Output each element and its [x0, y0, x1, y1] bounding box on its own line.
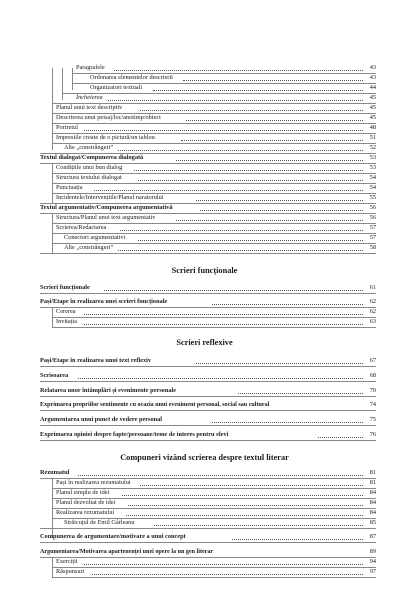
toc-entry-label: Punctuația [56, 184, 83, 191]
toc-entry[interactable] [0, 386, 409, 396]
toc-leader-dots [104, 290, 363, 291]
toc-leader-dots [154, 525, 363, 526]
toc-entry-page: 61 [369, 284, 376, 291]
toc-leader-dots [134, 170, 363, 171]
toc-entry-page: 43 [369, 64, 376, 71]
toc-entry-label: Relatarea unor întâmplări și evenimente personale [40, 387, 177, 394]
toc-entry-label: Textul dialogat/Compunerea dialogată [40, 154, 144, 161]
toc-entry[interactable] [0, 213, 409, 223]
toc-entry[interactable] [0, 307, 409, 317]
toc-leader-dots [84, 130, 363, 131]
section-heading: Scrieri funcționale [171, 266, 238, 275]
toc-entry[interactable] [0, 133, 409, 143]
toc-entry[interactable] [0, 283, 409, 293]
toc-entry-page: 84 [369, 499, 376, 506]
toc-entry[interactable] [0, 193, 409, 203]
toc-entry-label: Scrierea/Redactarea [56, 224, 107, 231]
toc-entry-label: Planul unui text descriptiv [56, 104, 123, 111]
toc-entry[interactable] [0, 93, 409, 103]
toc-leader-dots [181, 140, 363, 141]
toc-entry-page: 56 [369, 204, 376, 211]
toc-entry[interactable] [0, 203, 409, 213]
section-heading: Compuneri vizând scrierea despre textul literar [120, 453, 289, 462]
toc-entry[interactable] [0, 83, 409, 93]
toc-entry-page: 63 [369, 318, 376, 325]
toc-leader-dots [232, 539, 363, 540]
toc-entry-label: Incidentele/Intervențiile/Planul naratorului [56, 194, 164, 201]
toc-entry-label-italic: Străicuțul [64, 519, 89, 526]
toc-entry-page: 81 [369, 469, 376, 476]
toc-entry-page: 58 [369, 244, 376, 251]
toc-entry-label: Pași în realizarea rezumatului [56, 479, 131, 486]
toc-entry-page: 54 [369, 184, 376, 191]
toc-underline [52, 577, 376, 578]
toc-leader-dots [120, 230, 363, 231]
toc-entry[interactable] [0, 233, 409, 243]
toc-leader-dots [183, 80, 363, 81]
toc-entry-page: 48 [369, 124, 376, 131]
toc-entry-label: Exerciții [56, 558, 78, 565]
toc-entry[interactable] [0, 317, 409, 327]
toc-entry[interactable] [0, 223, 409, 233]
toc-leader-dots [186, 120, 363, 121]
toc-entry[interactable] [0, 123, 409, 133]
toc-underline [52, 327, 376, 328]
toc-entry-label: Alte „constrângeri” [64, 144, 114, 151]
toc-entry[interactable] [0, 371, 409, 381]
toc-entry-page: 45 [369, 94, 376, 101]
toc-entry-page: 54 [369, 174, 376, 181]
toc-entry[interactable] [0, 518, 409, 528]
toc-entry-page: 57 [369, 224, 376, 231]
toc-underline [40, 542, 376, 543]
toc-leader-dots [84, 564, 363, 565]
toc-entry-page: 89 [369, 548, 376, 555]
toc-entry-page: 75 [369, 416, 376, 423]
toc-underline [40, 425, 376, 426]
toc-entry-page: 81 [369, 479, 376, 486]
toc-entry-label: Exprimarea propriilor sentimente cu ocazia unui eveniment personal, social sau cultural [40, 402, 270, 408]
toc-entry[interactable] [0, 557, 409, 567]
toc-entry[interactable] [0, 547, 409, 557]
toc-leader-dots [108, 100, 363, 101]
toc-entry-label: Organizatori textuali [90, 84, 143, 91]
toc-entry-label: Cererea [56, 308, 76, 315]
toc-leader-dots [318, 437, 363, 438]
toc-leader-dots [138, 240, 363, 241]
toc-underline [40, 293, 376, 294]
toc-entry-label: Încheierea [76, 94, 103, 101]
toc-leader-dots [196, 363, 363, 364]
toc-entry-label: Invitația [56, 318, 77, 325]
toc-underline [40, 410, 376, 411]
toc-entry-label: Structura/Planul unui text argumentativ [56, 214, 156, 221]
toc-entry[interactable] [0, 297, 409, 307]
toc-leader-dots [212, 422, 363, 423]
toc-entry-label: Rezumatul [40, 469, 70, 476]
toc-leader-dots [196, 200, 363, 201]
toc-leader-dots [114, 70, 363, 71]
toc-entry-page: 97 [369, 568, 376, 575]
toc-leader-dots [78, 378, 363, 379]
toc-entry-label: Portretul [56, 124, 79, 131]
toc-leader-dots [92, 574, 363, 575]
toc-underline [40, 381, 376, 382]
toc-leader-dots [126, 515, 363, 516]
toc-entry-label: Condițiile unui bun dialog [56, 164, 123, 171]
toc-entry-label: Descrierea unui peisaj/loc/anotimp/obiect [56, 114, 161, 121]
toc-leader-dots [238, 393, 363, 394]
toc-entry-label: Scrieri funcționale [40, 284, 90, 291]
toc-entry-label: Paragrafele [76, 64, 105, 71]
toc-entry[interactable] [0, 153, 409, 163]
toc-entry[interactable] [0, 63, 409, 73]
toc-entry[interactable] [0, 183, 409, 193]
toc-underline [40, 396, 376, 397]
toc-entry-page: 44 [369, 84, 376, 91]
toc-entry[interactable] [0, 478, 409, 488]
toc-entry-label: Conectori argumentativi [64, 234, 126, 241]
toc-leader-dots [118, 250, 363, 251]
toc-entry-page: 57 [369, 234, 376, 241]
toc-leader-dots [78, 475, 363, 476]
toc-entry-page: 85 [369, 519, 376, 526]
toc-entry[interactable] [0, 143, 409, 153]
toc-entry[interactable] [0, 173, 409, 183]
toc-entry-page: 62 [369, 298, 376, 305]
toc-entry-page: 52 [369, 144, 376, 151]
toc-leader-dots [140, 485, 363, 486]
toc-entry-page: 62 [369, 308, 376, 315]
toc-entry[interactable] [0, 415, 409, 425]
toc-entry-label: Textul argumentativ/Compunerea argumentativă [40, 204, 173, 211]
toc-entry-page: 87 [369, 533, 376, 540]
toc-underline [40, 253, 376, 254]
toc-entry-page: 74 [369, 401, 376, 408]
toc-entry-page: 53 [369, 164, 376, 171]
toc-entry-label: Planul dezvoltat de idei [56, 499, 116, 506]
toc-entry-page: 70 [369, 387, 376, 394]
toc-entry-page: 45 [369, 104, 376, 111]
toc-entry-label: Pași/Etape în realizarea unui text reflexiv [40, 357, 152, 364]
toc-entry-label: Realizarea rezumatului [56, 509, 115, 516]
toc-entry-page: 55 [369, 194, 376, 201]
toc-entry-page: 45 [369, 114, 376, 121]
toc-entry-page: 84 [369, 509, 376, 516]
toc-entry[interactable] [0, 113, 409, 123]
toc-leader-dots [212, 304, 363, 305]
toc-entry[interactable] [0, 567, 409, 577]
toc-leader-dots [94, 190, 363, 191]
toc-entry-page: 51 [369, 134, 376, 141]
toc-entry-label: Răspunsuri [56, 568, 85, 575]
toc-entry-label: Scrisoarea [40, 372, 69, 379]
toc-entry-page: 67 [369, 357, 376, 364]
section-heading: Scrieri reflexive [176, 338, 233, 347]
toc-entry-label-rest: de Emil Gârleanu [88, 519, 135, 526]
toc-leader-dots [84, 314, 363, 315]
toc-underline [40, 528, 376, 529]
toc-leader-dots [122, 495, 363, 496]
toc-entry-page: 76 [369, 431, 376, 438]
toc-entry-page: 56 [369, 214, 376, 221]
toc-entry-label: Ordonarea elementelor descrierii [90, 74, 173, 81]
toc-entry[interactable] [0, 103, 409, 113]
toc-entry[interactable] [0, 73, 409, 83]
toc-entry-label: Pași/Etape în realizarea unei scrieri funcționale [40, 298, 168, 305]
toc-underline [40, 366, 376, 367]
toc-leader-dots [140, 110, 363, 111]
toc-entry-label: Impresiile create de o pictură/un tablou [56, 134, 155, 141]
toc-entry[interactable] [0, 532, 409, 542]
toc-entry-label: Argumentarea unui punct de vedere personal [40, 416, 163, 423]
toc-entry-page: 84 [369, 489, 376, 496]
toc-entry-label [64, 518, 134, 528]
toc-leader-dots [153, 90, 363, 91]
toc-leader-dots [200, 210, 363, 211]
toc-entry-page: 53 [369, 154, 376, 161]
toc-entry-label: Structura textului dialogat [56, 174, 122, 181]
toc-leader-dots [128, 505, 363, 506]
toc-entry-label: Compunerea de argumentare/motivare a unui concept [40, 533, 186, 540]
toc-leader-dots [176, 220, 363, 221]
toc-leader-dots [138, 180, 363, 181]
toc-entry-page: 43 [369, 74, 376, 81]
toc-entry-label: Alte „constrângeri” [64, 244, 114, 251]
toc-leader-dots [118, 150, 363, 151]
toc-entry[interactable] [0, 400, 409, 410]
toc-entry-page: 94 [369, 558, 376, 565]
toc-entry[interactable] [0, 356, 409, 366]
toc-leader-dots [176, 160, 363, 161]
toc-entry[interactable] [0, 508, 409, 518]
toc-underline [40, 440, 376, 441]
toc-entry-label: Planul simplu de idei [56, 489, 110, 496]
toc-entry[interactable] [0, 243, 409, 253]
toc-entry[interactable] [0, 163, 409, 173]
toc-entry-label: Argumentarea/Motivarea apartenenței unei opere la un gen literar [40, 549, 214, 555]
toc-entry-page: 68 [369, 372, 376, 379]
toc-entry[interactable] [0, 468, 409, 478]
toc-entry[interactable] [0, 430, 409, 440]
toc-leader-dots [84, 324, 363, 325]
toc-entry-label: Exprimarea opiniei despre fapte/persoane/teme de interes pentru elevi [40, 431, 229, 438]
toc-entry[interactable] [0, 498, 409, 508]
toc-entry[interactable] [0, 488, 409, 498]
